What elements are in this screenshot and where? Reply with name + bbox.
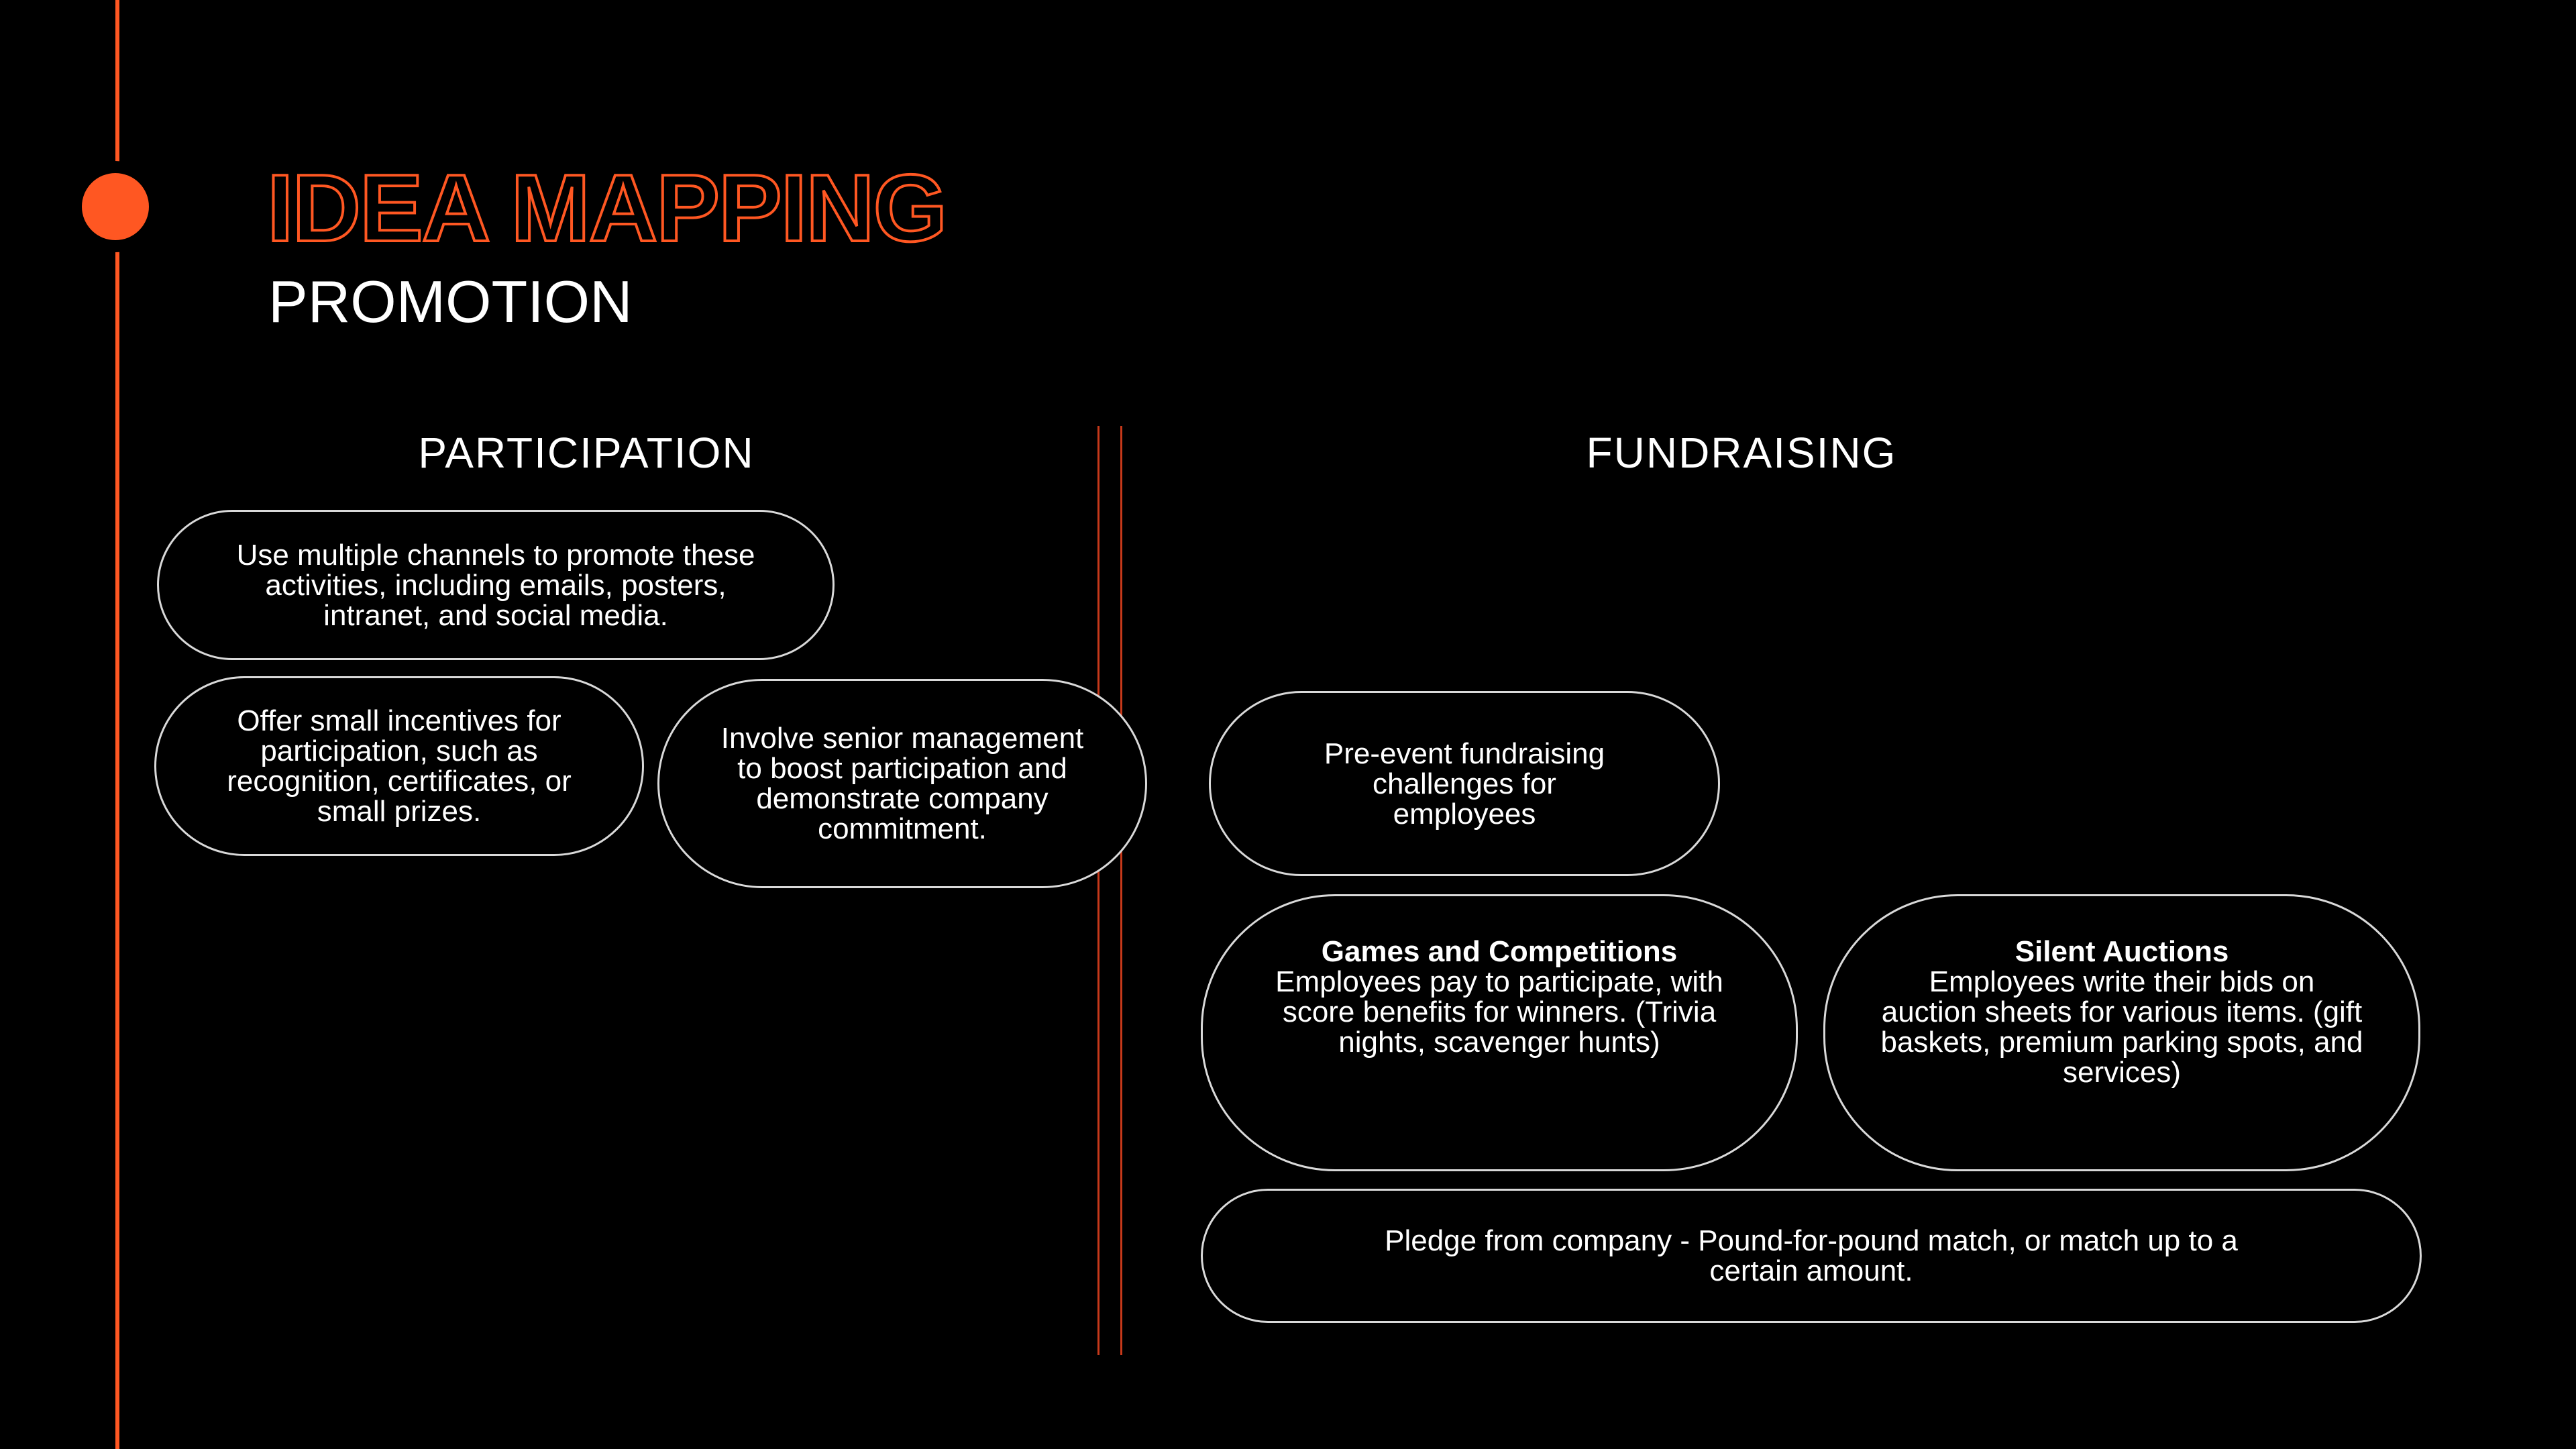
column-divider <box>1097 426 1099 1355</box>
participation-card-incentives <box>154 676 644 856</box>
slide-title: IDEA MAPPING <box>267 155 947 262</box>
participation-card-management <box>657 679 1147 888</box>
fundraising-card-pre-event <box>1209 691 1720 876</box>
participation-card-channels <box>157 510 835 660</box>
card-text: Involve senior management to boost participation and demonstrate company commitment. <box>720 722 1084 845</box>
fundraising-card-pledge <box>1201 1189 2422 1323</box>
card-text: Offer small incentives for participation, such as recognition, certificates, or small prizes. <box>227 704 572 828</box>
timeline-dot <box>82 173 149 240</box>
card-text: Pledge from company - Pound-for-pound match, or match up to a certain amount. <box>1385 1224 2238 1287</box>
card-title: Silent Auctions <box>2015 935 2229 968</box>
participation-heading: PARTICIPATION <box>418 429 755 477</box>
column-divider <box>1120 426 1122 1355</box>
fundraising-card-auctions <box>1823 894 2420 1171</box>
card-text: Employees write their bids on auction sheets for various items. (gift baskets, premium parking spots, and services) <box>1880 965 2363 1089</box>
fundraising-card-games <box>1201 894 1798 1171</box>
slide-subtitle: PROMOTION <box>268 268 633 335</box>
fundraising-heading: FUNDRAISING <box>1586 429 1897 477</box>
card-title: Games and Competitions <box>1321 935 1678 968</box>
card-text: Use multiple channels to promote these activities, including emails, posters, intranet, and social media. <box>236 538 755 632</box>
card-text: Pre-event fundraising challenges for employees <box>1324 737 1605 830</box>
card-text: Employees pay to participate, with score benefits for winners. (Trivia nights, scavenger hunts) <box>1275 965 1723 1059</box>
